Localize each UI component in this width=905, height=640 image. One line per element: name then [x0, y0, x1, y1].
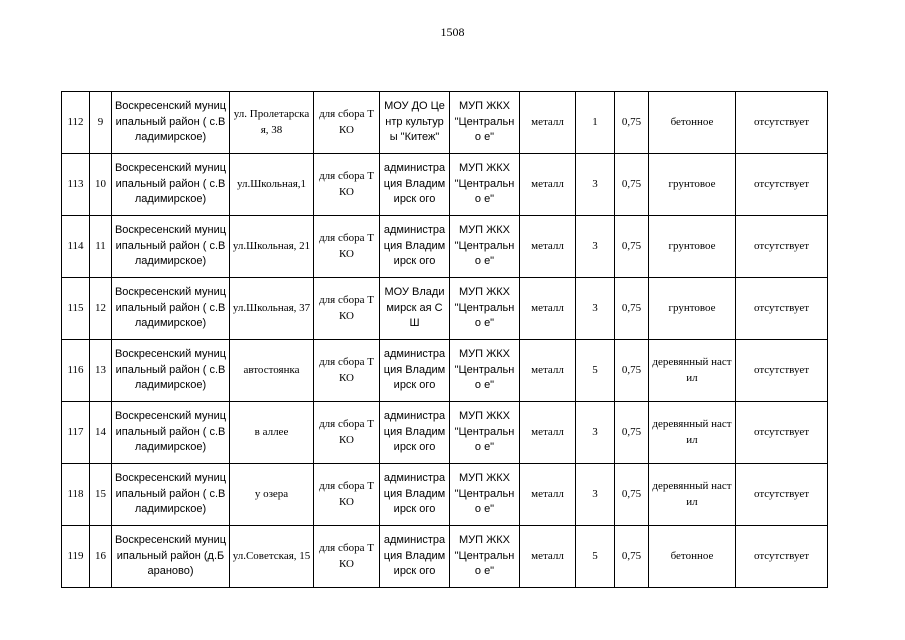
district-cell: Воскресенский муниципальный район ( с.Владимирское) — [112, 402, 230, 464]
surface-cell: грунтовое — [649, 278, 736, 340]
purpose-cell: для сбора ТКО — [314, 278, 380, 340]
table-row — [62, 402, 828, 464]
surface-cell: бетонное — [649, 526, 736, 588]
containers-count-cell: 1 — [576, 92, 615, 154]
page-number: 1508 — [440, 25, 465, 39]
enclosure-cell: отсутствует — [736, 340, 828, 402]
row-number: 9 — [90, 92, 112, 154]
enclosure-cell: отсутствует — [736, 216, 828, 278]
volume-cell: 0,75 — [615, 526, 649, 588]
row-index: 114 — [62, 216, 90, 278]
material-cell: металл — [520, 278, 576, 340]
district-cell: Воскресенский муниципальный район ( с.Владимирское) — [112, 340, 230, 402]
material-cell: металл — [520, 216, 576, 278]
operator-cell: МУП ЖКХ "Центрально е" — [450, 216, 520, 278]
surface-cell: грунтовое — [649, 216, 736, 278]
material-cell: металл — [520, 402, 576, 464]
containers-count-cell: 3 — [576, 278, 615, 340]
row-number: 15 — [90, 464, 112, 526]
owner-cell: администра ция Владимирск ого — [380, 216, 450, 278]
surface-cell: деревянный настил — [649, 402, 736, 464]
row-number: 11 — [90, 216, 112, 278]
containers-count-cell: 3 — [576, 216, 615, 278]
address-cell: ул. Пролетарская, 38 — [230, 92, 314, 154]
district-cell: Воскресенский муниципальный район ( с.Владимирское) — [112, 216, 230, 278]
purpose-cell: для сбора ТКО — [314, 526, 380, 588]
containers-count-cell: 3 — [576, 154, 615, 216]
purpose-cell: для сбора ТКО — [314, 154, 380, 216]
containers-count-cell: 3 — [576, 402, 615, 464]
address-cell: ул.Советская, 15 — [230, 526, 314, 588]
address-cell: у озера — [230, 464, 314, 526]
row-index: 116 — [62, 340, 90, 402]
enclosure-cell: отсутствует — [736, 464, 828, 526]
table-row — [62, 154, 828, 216]
containers-count-cell: 5 — [576, 340, 615, 402]
volume-cell: 0,75 — [615, 402, 649, 464]
table-row — [62, 92, 828, 154]
row-index: 115 — [62, 278, 90, 340]
table-row — [62, 278, 828, 340]
enclosure-cell: отсутствует — [736, 526, 828, 588]
address-cell: автостоянка — [230, 340, 314, 402]
row-index: 112 — [62, 92, 90, 154]
purpose-cell: для сбора ТКО — [314, 340, 380, 402]
table-row — [62, 464, 828, 526]
address-cell: ул.Школьная, 21 — [230, 216, 314, 278]
address-cell: ул.Школьная,1 — [230, 154, 314, 216]
surface-cell: деревянный настил — [649, 340, 736, 402]
row-number: 10 — [90, 154, 112, 216]
volume-cell: 0,75 — [615, 92, 649, 154]
purpose-cell: для сбора ТКО — [314, 402, 380, 464]
row-number: 14 — [90, 402, 112, 464]
enclosure-cell: отсутствует — [736, 92, 828, 154]
volume-cell: 0,75 — [615, 464, 649, 526]
material-cell: металл — [520, 464, 576, 526]
owner-cell: администра ция Владимирск ого — [380, 402, 450, 464]
row-index: 113 — [62, 154, 90, 216]
surface-cell: деревянный настил — [649, 464, 736, 526]
volume-cell: 0,75 — [615, 278, 649, 340]
district-cell: Воскресенский муниципальный район ( с.Владимирское) — [112, 92, 230, 154]
address-cell: в аллее — [230, 402, 314, 464]
material-cell: металл — [520, 92, 576, 154]
purpose-cell: для сбора ТКО — [314, 92, 380, 154]
volume-cell: 0,75 — [615, 340, 649, 402]
operator-cell: МУП ЖКХ "Центрально е" — [450, 278, 520, 340]
enclosure-cell: отсутствует — [736, 278, 828, 340]
table-row — [62, 526, 828, 588]
surface-cell: бетонное — [649, 92, 736, 154]
material-cell: металл — [520, 340, 576, 402]
volume-cell: 0,75 — [615, 154, 649, 216]
surface-cell: грунтовое — [649, 154, 736, 216]
owner-cell: МОУ ДО Центр культуры "Китеж" — [380, 92, 450, 154]
operator-cell: МУП ЖКХ "Центрально е" — [450, 154, 520, 216]
operator-cell: МУП ЖКХ "Центрально е" — [450, 526, 520, 588]
operator-cell: МУП ЖКХ "Центрально е" — [450, 92, 520, 154]
address-cell: ул.Школьная, 37 — [230, 278, 314, 340]
table-row — [62, 216, 828, 278]
enclosure-cell: отсутствует — [736, 402, 828, 464]
row-number: 16 — [90, 526, 112, 588]
district-cell: Воскресенский муниципальный район ( с.Владимирское) — [112, 464, 230, 526]
purpose-cell: для сбора ТКО — [314, 464, 380, 526]
row-index: 117 — [62, 402, 90, 464]
row-number: 13 — [90, 340, 112, 402]
operator-cell: МУП ЖКХ "Центрально е" — [450, 402, 520, 464]
owner-cell: администра ция Владимирск ого — [380, 464, 450, 526]
operator-cell: МУП ЖКХ "Центрально е" — [450, 464, 520, 526]
owner-cell: администра ция Владимирск ого — [380, 154, 450, 216]
owner-cell: администра ция Владимирск ого — [380, 340, 450, 402]
volume-cell: 0,75 — [615, 216, 649, 278]
district-cell: Воскресенский муниципальный район ( с.Владимирское) — [112, 278, 230, 340]
waste-sites-table — [61, 91, 828, 588]
district-cell: Воскресенский муниципальный район ( с.Владимирское) — [112, 154, 230, 216]
owner-cell: МОУ Владимирск ая СШ — [380, 278, 450, 340]
operator-cell: МУП ЖКХ "Центрально е" — [450, 340, 520, 402]
row-index: 119 — [62, 526, 90, 588]
material-cell: металл — [520, 526, 576, 588]
row-index: 118 — [62, 464, 90, 526]
material-cell: металл — [520, 154, 576, 216]
row-number: 12 — [90, 278, 112, 340]
purpose-cell: для сбора ТКО — [314, 216, 380, 278]
table-row — [62, 340, 828, 402]
containers-count-cell: 3 — [576, 464, 615, 526]
enclosure-cell: отсутствует — [736, 154, 828, 216]
district-cell: Воскресенский муниципальный район (д.Бараново) — [112, 526, 230, 588]
owner-cell: администра ция Владимирск ого — [380, 526, 450, 588]
containers-count-cell: 5 — [576, 526, 615, 588]
